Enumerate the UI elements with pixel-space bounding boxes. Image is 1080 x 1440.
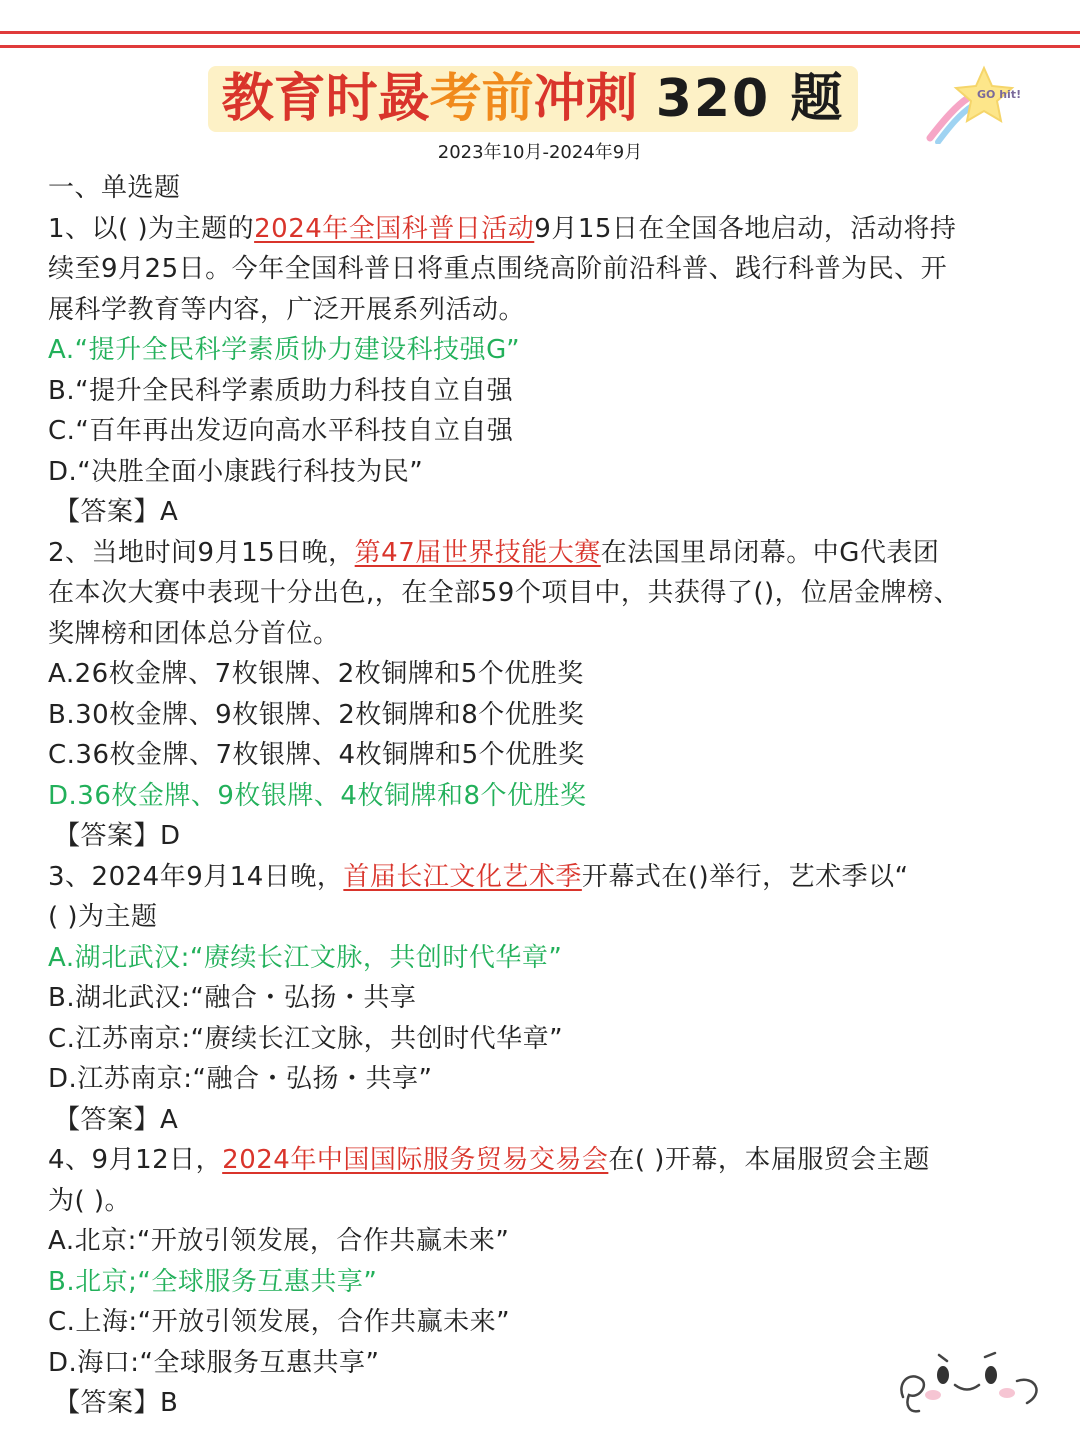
question-4-line-2: 为( )。 (48, 1185, 132, 1216)
question-1-text-pre: 1、以( )为主题的 (48, 213, 255, 244)
question-2-line-2: 在本次大赛中表现十分出色,，在全部59个项目中，共获得了()，位居金牌榜、 (48, 578, 961, 608)
question-1-line-3: 展科学教育等内容，广泛开展系列活动。 (48, 294, 526, 325)
question-1-text-post: 9月15日在全国各地启动，活动将持 (534, 213, 957, 244)
title-part-1: 教育时晸 (221, 69, 430, 129)
section-heading: 一、单选题 (48, 173, 181, 203)
question-1-option-b: B.“提升全民科学素质助力科技自立自强 (48, 375, 514, 406)
question-2 (48, 533, 1038, 857)
question-list (48, 168, 1038, 1424)
question-4 (48, 1140, 1038, 1424)
question-2-line-3: 奖牌榜和团体总分首位。 (48, 618, 340, 649)
question-2-answer: 【答案】D (54, 821, 181, 851)
go-hit-star-sticker-icon (926, 64, 1022, 144)
question-1-line-1 (48, 209, 1038, 250)
question-3-text-post: 开幕式在()举行，艺术季以“ (581, 861, 909, 892)
question-4-option-d: D.海口:“全球服务互惠共享” (48, 1347, 380, 1378)
question-4-topic-link[interactable]: 2024年中国国际服务贸易交易会 (222, 1145, 609, 1175)
question-4-answer: 【答案】B (54, 1388, 179, 1418)
title-part-4: 320 题 (655, 69, 845, 129)
question-2-text-pre: 2、当地时间9月15日晚， (48, 537, 355, 568)
question-3-line-1 (48, 857, 1038, 898)
question-3-text-pre: 3、2024年9月14日晚， (48, 861, 344, 892)
question-3-answer: 【答案】A (54, 1104, 179, 1135)
question-3-option-c: C.江苏南京:“赓续长江文脉，共创时代华章” (48, 1023, 564, 1054)
sticker-text: GO hit! (977, 88, 1022, 101)
top-rule-upper (0, 31, 1080, 34)
question-1 (48, 209, 1038, 533)
question-2-option-c: C.36枚金牌、7枚银牌、4枚铜牌和5个优胜奖 (48, 740, 585, 770)
top-rule-lower (0, 45, 1080, 48)
question-4-text-post: 在( )开幕，本届服贸会主题 (608, 1145, 930, 1175)
question-2-line-1 (48, 533, 1038, 574)
title-part-2: 考前 (429, 69, 534, 129)
question-2-topic-link[interactable]: 第47届世界技能大赛 (354, 537, 601, 568)
question-3-option-b: B.湖北武汉:“融合・弘扬・共享 (48, 983, 417, 1013)
question-2-text-post: 在法国里昂闭幕。中G代表团 (600, 537, 940, 568)
question-1-topic-link[interactable]: 2024年全国科普日活动 (254, 213, 535, 244)
question-3 (48, 857, 1038, 1141)
page-title (208, 66, 858, 132)
question-1-line-2: 续至9月25日。今年全国科普日将重点围绕高阶前沿科普、践行科普为民、开 (48, 254, 948, 284)
question-1-answer: 【答案】A (54, 497, 179, 527)
question-1-option-a: A.“提升全民科学素质协力建设科技强G” (48, 335, 521, 365)
question-2-option-b: B.30枚金牌、9枚银牌、2枚铜牌和8个优胜奖 (48, 699, 585, 730)
question-3-option-a: A.湖北武汉:“赓续长江文脉，共创时代华章” (48, 942, 563, 973)
question-3-topic-link[interactable]: 首届长江文化艺术季 (343, 861, 582, 892)
question-1-option-d: D.“决胜全面小康践行科技为民” (48, 456, 424, 487)
question-2-option-a: A.26枚金牌、7枚银牌、2枚铜牌和5个优胜奖 (48, 659, 584, 689)
question-4-option-b: B.北京;“全球服务互惠共享” (48, 1266, 378, 1297)
question-2-option-d: D.36枚金牌、9枚银牌、4枚铜牌和8个优胜奖 (48, 780, 587, 811)
question-4-text-pre: 4、9月12日， (48, 1145, 223, 1175)
question-4-option-c: C.上海:“开放引领发展，合作共赢未来” (48, 1307, 511, 1337)
question-3-option-d: D.江苏南京:“融合・弘扬・共享” (48, 1064, 433, 1094)
question-3-line-2: ( )为主题 (48, 902, 158, 932)
question-1-option-c: C.“百年再出发迈向高水平科技自立自强 (48, 416, 514, 446)
question-4-line-1 (48, 1140, 1038, 1181)
title-part-3: 冲刺 (533, 69, 638, 129)
date-range: 2023年10月-2024年9月 (437, 142, 643, 163)
question-4-option-a: A.北京:“开放引领发展，合作共赢未来” (48, 1226, 510, 1256)
cute-face-doodle-icon (895, 1345, 1050, 1417)
